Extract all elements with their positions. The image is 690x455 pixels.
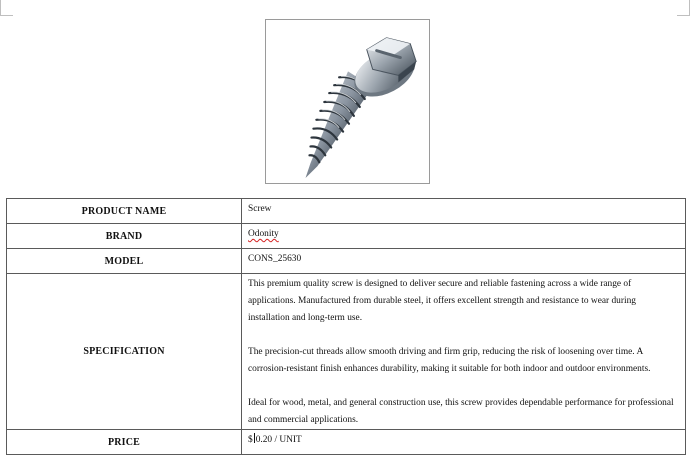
spec-paragraph-2: The precision-cut threads allow smooth driving and firm grip, reducing the risk of loosening over time. A corrosion-resistant finish enhances durability, making it suitable for both indoor and outdoor environments.: [248, 347, 651, 374]
brand-value[interactable]: [242, 224, 686, 249]
page-corner-mark-right: [677, 0, 690, 16]
price-label: PRICE: [7, 430, 242, 455]
brand-text: Odonity: [248, 229, 279, 239]
spec-paragraph-3: Ideal for wood, metal, and general construction use, this screw provides dependable performance for professional and commercial applications.: [248, 398, 674, 425]
spec-paragraph-1: This premium quality screw is designed to deliver secure and reliable fastening across a wide range of applications. Manufactured from durable steel, it offers excellent strength and resistance to wear during installation and long-term use.: [248, 279, 636, 323]
table-row: [7, 274, 686, 430]
table-row: [7, 199, 686, 224]
price-currency: $: [248, 435, 253, 445]
product-name-value[interactable]: Screw: [242, 199, 686, 224]
page-corner-mark-left: [0, 0, 13, 16]
model-label: MODEL: [7, 249, 242, 274]
specification-value[interactable]: [242, 274, 686, 430]
price-value[interactable]: [242, 430, 686, 455]
product-name-label: PRODUCT NAME: [7, 199, 242, 224]
screw-icon: [266, 20, 429, 183]
table-row: [7, 430, 686, 455]
product-spec-table: [6, 198, 686, 455]
product-image[interactable]: [265, 19, 430, 184]
specification-label: SPECIFICATION: [7, 274, 242, 430]
table-row: [7, 224, 686, 249]
text-cursor: [254, 433, 255, 443]
model-value[interactable]: CONS_25630: [242, 249, 686, 274]
table-row: [7, 249, 686, 274]
price-amount: 0.20 / UNIT: [255, 435, 302, 445]
brand-label: BRAND: [7, 224, 242, 249]
